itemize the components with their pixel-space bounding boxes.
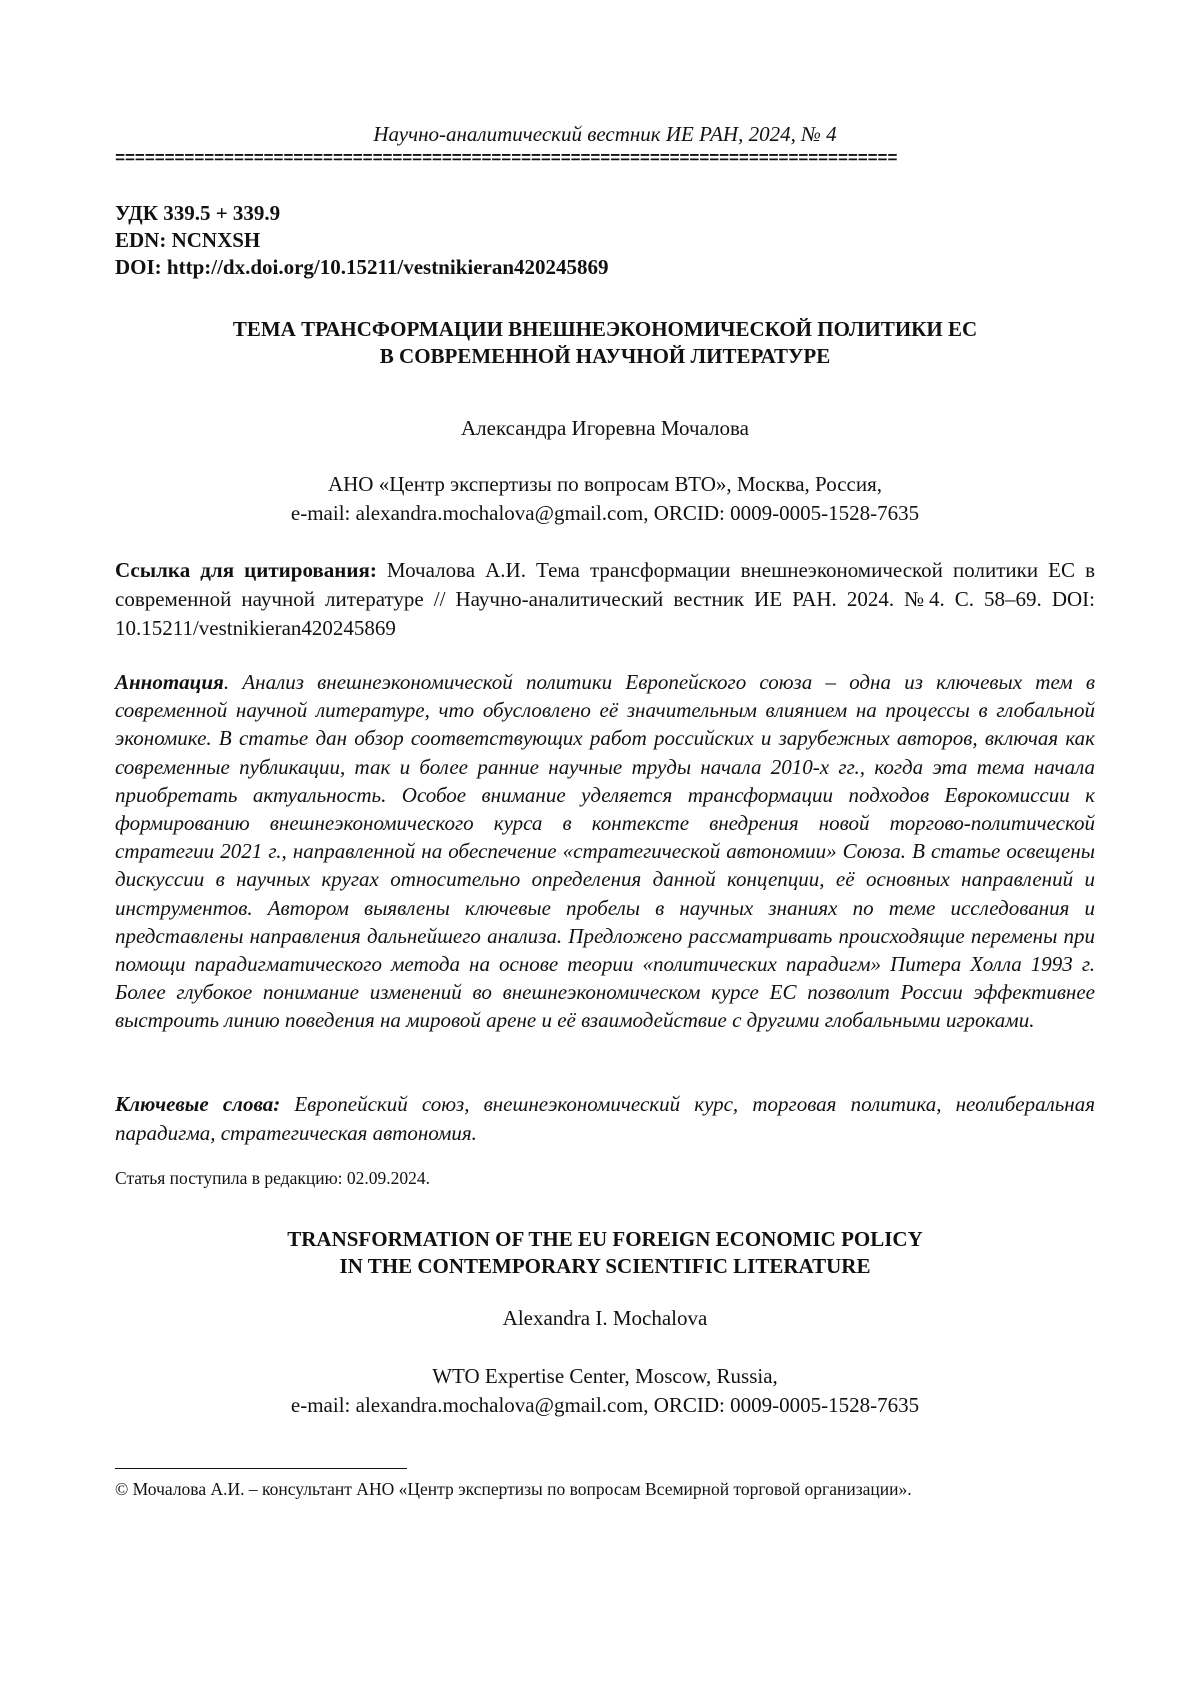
- affiliation-ru: [115, 470, 1095, 528]
- udk-code: УДК 339.5 + 339.9: [115, 201, 281, 225]
- affiliation-ru-line-1: АНО «Центр экспертизы по вопросам ВТО», Москва, Россия,: [327, 472, 883, 496]
- affiliation-en-line-2[interactable]: e-mail: alexandra.mochalova@gmail.com, ORCID: 0009-0005-1528-7635: [290, 1393, 920, 1417]
- affiliation-ru-line-2[interactable]: e-mail: alexandra.mochalova@gmail.com, ORCID: 0009-0005-1528-7635: [290, 501, 920, 525]
- citation-text: Мочалова А.И. Тема трансформации внешнеэкономической политики ЕС в современной научной литературе // Научно-аналитический вестник ИЕ РАН. 2024. №4. С. 58–69. DOI: 10.15211/vestnikieran420245869: [115, 558, 1095, 640]
- title-en-line-1: TRANSFORMATION OF THE EU FOREIGN ECONOMIC POLICY: [287, 1227, 923, 1251]
- header-divider: ===============================================================================: [115, 150, 898, 169]
- running-header: Научно-аналитический вестник ИЕ РАН, 2024, № 4: [373, 122, 837, 146]
- abstract-text: . Анализ внешнеэкономической политики Европейского союза – одна из ключевых тем в современной научной литературе, что обусловлено её значительным влиянием на процессы в глобальной экономике. В статье дан обзор соответствующих работ российских и зарубежных авторов, включая как современные публикации, так и более ранние научные труды начала 2010-х гг., когда эта тема начала приобретать актуальность. Особое внимание уделяется трансформации подходов Еврокомиссии к формированию внешнеэкономического курса в контексте внедрения новой торгово-политической стратегии 2021 г., направленной на обеспечение «стратегической автономии» Союза. В статье освещены дискуссии в научных кругах относительно определения данной концепции, её основных направлений и инструментов. Автором выявлены ключевые пробелы в научных знаниях по теме исследования и представлены направления дальнейшего анализа. Предложено рассматривать происходящие перемены при помощи парадигматического метода на основе теории «политических парадигм» Питера Холла 1993 г. Более глубокое понимание изменений во внешнеэкономическом курсе ЕС позволит России эффективнее выстроить линию поведения на мировой арене и её взаимодействие с другими глобальными игроками.: [115, 670, 1095, 1033]
- keywords-text: Европейский союз, внешнеэкономический курс, торговая политика, неолиберальная парадигма, стратегическая автономия.: [115, 1092, 1095, 1145]
- keywords-label: Ключевые слова:: [115, 1092, 281, 1116]
- affiliation-en-line-1: WTO Expertise Center, Moscow, Russia,: [432, 1364, 778, 1388]
- doi-link[interactable]: DOI: http://dx.doi.org/10.15211/vestnikieran420245869: [115, 255, 609, 279]
- footnote-separator: [115, 1468, 407, 1469]
- title-ru-line-2: В СОВРЕМЕННОЙ НАУЧНОЙ ЛИТЕРАТУРЕ: [379, 344, 831, 368]
- citation-block: [115, 556, 1095, 643]
- received-date: Статья поступила в редакцию: 02.09.2024.: [115, 1168, 431, 1188]
- article-metadata: [115, 200, 609, 281]
- article-title-en: [115, 1226, 1095, 1280]
- title-en-line-2: IN THE CONTEMPORARY SCIENTIFIC LITERATURE: [339, 1254, 871, 1278]
- abstract-label: Аннотация: [115, 670, 224, 694]
- author-footnote: © Мочалова А.И. – консультант АНО «Центр экспертизы по вопросам Всемирной торговой организации».: [115, 1479, 912, 1499]
- article-title-ru: [115, 316, 1095, 370]
- author-name-ru: Александра Игоревна Мочалова: [461, 416, 749, 440]
- title-ru-line-1: ТЕМА ТРАНСФОРМАЦИИ ВНЕШНЕЭКОНОМИЧЕСКОЙ ПОЛИТИКИ ЕС: [232, 317, 978, 341]
- author-name-en: Alexandra I. Mochalova: [502, 1306, 708, 1330]
- citation-label: Ссылка для цитирования:: [115, 558, 377, 582]
- edn-code: EDN: NCNXSH: [115, 228, 261, 252]
- affiliation-en: [115, 1362, 1095, 1420]
- abstract-block: [115, 668, 1095, 1035]
- keywords-block: [115, 1090, 1095, 1148]
